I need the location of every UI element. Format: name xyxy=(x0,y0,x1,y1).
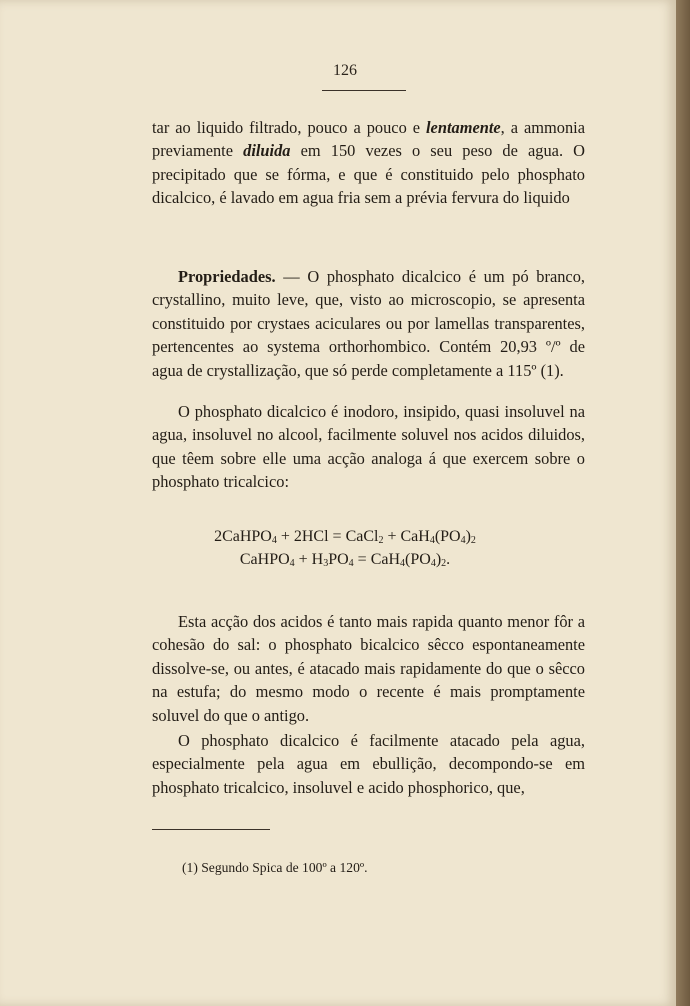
f1-b-sub: 2 xyxy=(378,535,384,546)
f1-d-sub: 4 xyxy=(460,535,466,546)
para5-text: O phosphato dicalcico é facilmente atacado pela agua, especialmente pela agua em ebullição, decompondo-se em phosphato tricalcico, insoluvel e acido phosphorico, que, xyxy=(152,731,585,797)
f2-b: + H xyxy=(294,551,324,568)
f2-g: . xyxy=(446,551,451,568)
header-rule xyxy=(322,90,406,91)
f2-a: CaHPO xyxy=(239,551,290,568)
paragraph-3 xyxy=(152,400,585,494)
para1-text-b: , a ammonia previamente xyxy=(152,118,585,161)
footnote: (1) Segundo Spica de 100º a 120º. xyxy=(182,860,368,875)
section-heading-propriedades: Propriedades. xyxy=(178,267,276,286)
para1-text-c: em 150 vezes o seu peso de agua. O precipitado que se fórma, e que é constituido pelo phosphato dicalcico, é lavado em agua fria sem a prévia fervura do liquido xyxy=(152,141,585,208)
f2-c-sub: 4 xyxy=(348,558,354,569)
f1-c-sub: 4 xyxy=(429,535,435,546)
paragraph-4 xyxy=(152,610,585,727)
f2-e-sub: 4 xyxy=(430,558,436,569)
f2-c: PO xyxy=(328,551,349,568)
para4-text: Esta acção dos acidos é tanto mais rapida quanto menor fôr a cohesão do sal: o phosphato bicalcico sêcco espontaneamente dissolve-se, ou antes, é atacado mais rapidamente do que o sêcco na estufa; do mesmo modo o recente é mais promptamente soluvel do que o antigo. xyxy=(152,612,585,725)
para2-text: — O phosphato dicalcico é um pó branco, crystallino, muito leve, que, visto ao microscopio, se apresenta constituido por crystaes aciculares ou por lamellas transparentes, pertencentes ao systema orthorhombico. Contém 20,93 º/º de agua de crystallização, que só perde completamente a 115º (1). xyxy=(152,267,585,380)
f1-c: + CaH xyxy=(383,528,430,545)
para1-emphasis-diluida: diluida xyxy=(243,141,291,161)
paragraph-5 xyxy=(152,729,585,799)
f1-a-sub: 4 xyxy=(271,535,277,546)
para1-emphasis-lentamente: lentamente xyxy=(426,118,501,137)
f2-b-sub: 3 xyxy=(323,558,329,569)
formula-1 xyxy=(0,528,690,546)
paragraph-2 xyxy=(152,265,585,382)
footnote-rule xyxy=(152,829,270,830)
f2-d-sub: 4 xyxy=(400,558,406,569)
paragraph-1 xyxy=(152,116,585,210)
para1-text-a: tar ao liquido filtrado, pouco a pouco e xyxy=(152,118,426,137)
f2-d: = CaH xyxy=(353,551,401,568)
para3-text: O phosphato dicalcico é inodoro, insipido, quasi insoluvel na agua, insoluvel no alcool, facilmente soluvel nos acidos diluidos, que têem sobre elle uma acção analoga á que exercem sobre o phosphato tricalcico: xyxy=(152,402,585,492)
f2-f: ) xyxy=(435,551,442,568)
page-number: 126 xyxy=(333,62,357,79)
f2-a-sub: 4 xyxy=(289,558,295,569)
formula-2 xyxy=(0,551,690,569)
f2-e: (PO xyxy=(405,551,431,568)
f1-a: 2CaHPO xyxy=(214,528,272,545)
f1-d: (PO xyxy=(434,528,461,545)
f1-b: + 2HCl = CaCl xyxy=(276,528,379,545)
page-edge xyxy=(676,0,690,1006)
f1-e: ) xyxy=(465,528,471,545)
f1-e-sub: 2 xyxy=(470,535,476,546)
f2-f-sub: 2 xyxy=(441,558,447,569)
